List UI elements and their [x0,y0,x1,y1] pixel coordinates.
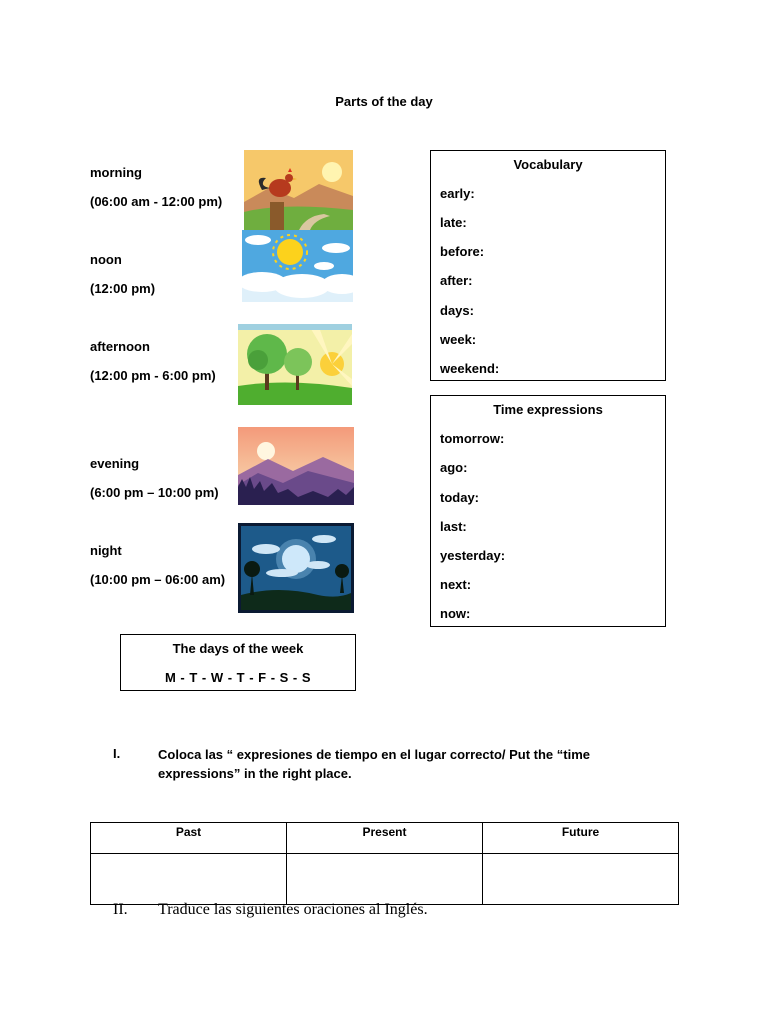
part-name-morning: morning [90,165,142,180]
column-header-present: Present [287,823,483,854]
part-time-morning: (06:00 am - 12:00 pm) [90,194,223,209]
vocab-item: before: [440,244,485,259]
time-expression-item: next: [440,577,472,592]
moon-night-image [238,523,354,613]
time-expressions-heading: Time expressions [493,402,603,417]
days-of-week-sequence: M - T - W - T - F - S - S [164,670,312,685]
exercise-1-instructions: Coloca las “ expresiones de tiempo en el lugar correcto/ Put the “time expressions” in the right place. [158,747,591,781]
trees-sun-image [238,324,352,405]
sunset-mountains-image [238,427,354,505]
part-time-night: (10:00 pm – 06:00 am) [90,572,226,587]
part-time-afternoon: (12:00 pm - 6:00 pm) [90,368,216,383]
exercise-2-instructions: Traduce las siguientes oraciones al Inglés. [158,901,428,918]
time-expression-item: today: [440,490,479,505]
vocab-item: early: [440,186,475,201]
time-expression-item: ago: [440,460,468,475]
rooster-sunrise-image [244,150,353,230]
vocabulary-box [430,150,666,381]
column-header-future: Future [483,823,679,854]
days-of-week-heading: The days of the week [172,641,304,656]
vocab-item: after: [440,273,473,288]
vocabulary-heading: Vocabulary [513,157,583,172]
page-title: Parts of the day [335,94,433,109]
table-header-row [91,823,679,854]
vocab-item: days: [440,303,474,318]
time-expression-item: tomorrow: [440,431,505,446]
time-expressions-table [90,822,679,905]
part-name-evening: evening [90,456,140,471]
part-name-noon: noon [90,252,122,267]
part-time-noon: (12:00 pm) [90,281,156,296]
column-header-past: Past [91,823,287,854]
vocab-item: late: [440,215,467,230]
table-row [91,854,679,905]
time-expression-item: now: [440,606,471,621]
part-name-afternoon: afternoon [90,339,150,354]
days-of-week-box [120,634,356,691]
future-answer-cell[interactable] [483,854,679,905]
part-name-night: night [90,543,122,558]
vocab-item: week: [440,332,477,347]
time-expression-item: last: [440,519,467,534]
time-expressions-box [430,395,666,627]
sun-clouds-image [242,230,353,302]
present-answer-cell[interactable] [287,854,483,905]
time-expression-item: yesterday: [440,548,506,563]
past-answer-cell[interactable] [91,854,287,905]
exercise-2-number: II. [113,901,128,918]
part-time-evening: (6:00 pm – 10:00 pm) [90,485,219,500]
vocab-item: weekend: [440,361,500,376]
exercise-1-number: I. [113,746,121,761]
